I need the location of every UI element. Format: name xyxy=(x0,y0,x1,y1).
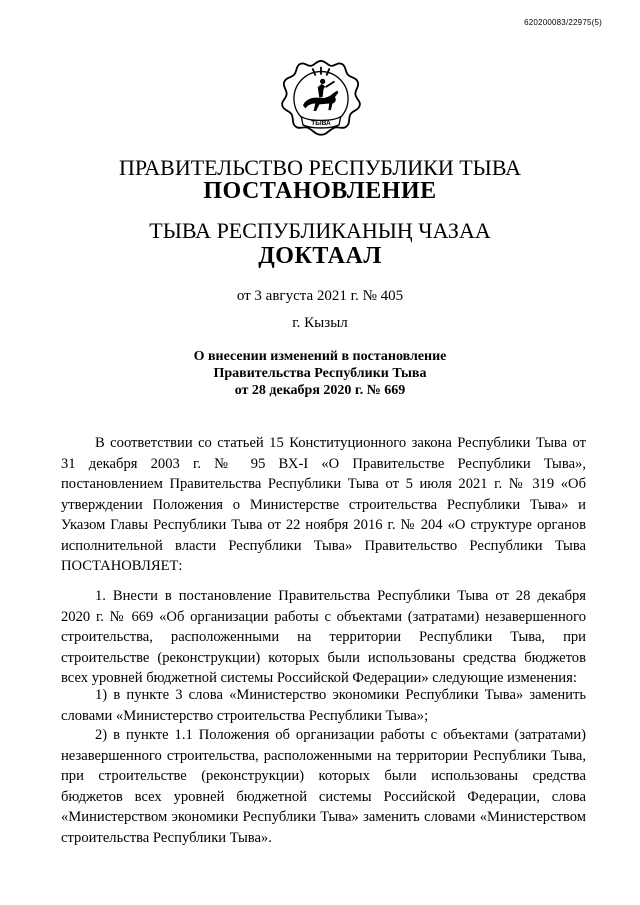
subject-line: от 28 декабря 2020 г. № 669 xyxy=(234,383,406,398)
document-code: 620200083/22975(5) xyxy=(524,18,602,27)
body-paragraph xyxy=(61,685,586,726)
resolution-title-ru: ПОСТАНОВЛЕНИЕ xyxy=(203,178,437,204)
tuva-coat-of-arms-icon xyxy=(280,56,362,138)
subject-line: Правительства Республики Тыва xyxy=(213,366,427,381)
body-paragraph xyxy=(61,433,586,577)
government-title-ru: ПРАВИТЕЛЬСТВО РЕСПУБЛИКИ ТЫВА xyxy=(118,155,522,180)
paragraph-text: 2) в пункте 1.1 Положения об организации работы с объектами (затратами) незавершенного строительства, расположенными на территории Республики Тыва, при строительстве (реконструкции) которых были использованы средства бюджетов всех уровней бюджетной системы Российской Федерации, слова «Министерством экономики Республики Тыва» заменить словами «Министерством строительства Республики Тыва». xyxy=(61,727,586,846)
paragraph-text: 1. Внести в постановление Правительства Республики Тыва от 28 декабря 2020 г. № 669 «Об организации работы с объектами (затратами) незавершенного строительства, расположенными на территории Республики Тыва, при строительстве (реконструкции) которых были использованы средства бюджетов всех уровней бюджетной системы Российской Федерации» следующие изменения: xyxy=(61,588,586,686)
resolution-title-tv: ДОКТААЛ xyxy=(258,243,382,269)
paragraph-text: В соответствии со статьей 15 Конституционного закона Республики Тыва от 31 декабря 2003 г. № 95 ВХ-I «О Правительстве Республики Тыва», постановлением Правительства Республики Тыва от 5 июля 2021 г. № 319 «Об утверждении Положения о Министерстве строительства Республики Тыва» и Указом Главы Республики Тыва от 22 ноября 2016 г. № 204 «О структуре органов исполнительной власти Республики Тыва» Правительство Республики Тыва ПОСТАНОВЛЯЕТ: xyxy=(61,435,586,574)
document-date-number: от 3 августа 2021 г. № 405 xyxy=(236,288,404,304)
subject-line: О внесении изменений в постановление xyxy=(193,349,447,364)
paragraph-text: 1) в пункте 3 слова «Министерство экономики Республики Тыва» заменить словами «Министерство строительства Республики Тыва»; xyxy=(61,687,586,724)
body-paragraph xyxy=(61,725,586,848)
document-city: г. Кызыл xyxy=(292,315,348,331)
government-title-tv: ТЫВА РЕСПУБЛИКАНЫҢ ЧАЗАА xyxy=(149,218,491,243)
body-paragraph xyxy=(61,586,586,689)
emblem-text: ТЫВА xyxy=(311,119,331,127)
document-subject xyxy=(150,348,490,399)
